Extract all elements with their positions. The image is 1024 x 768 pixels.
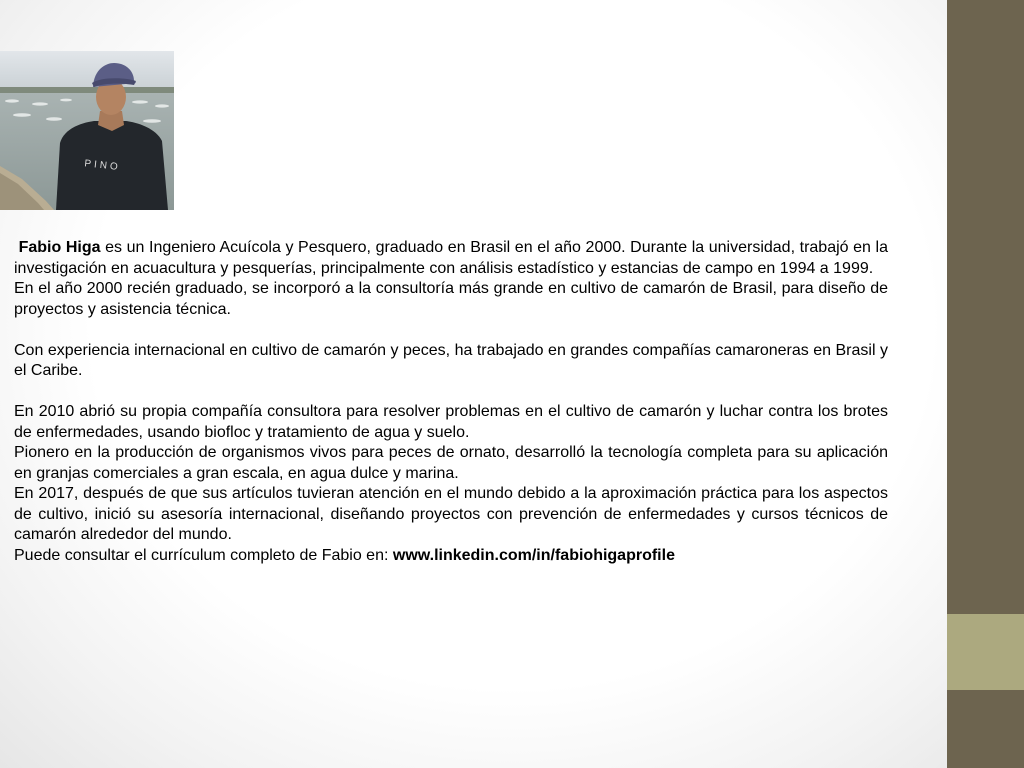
sidebar-accent-block	[947, 614, 1024, 690]
person-name: Fabio Higa	[18, 239, 101, 256]
bio-paragraph-2017: En 2017, después de que sus artículos tuvieran atención en el mundo debido a la aproximación práctica para los aspectos de cultivo, inició su asesoría internacional, diseñando proyectos con prevención de enfermedades y cursos técnicos de camarón alrededor del mundo.	[14, 485, 888, 543]
profile-photo	[0, 51, 174, 210]
photo-sky	[0, 51, 174, 91]
bio-paragraph-international: Con experiencia internacional en cultivo de camarón y peces, ha trabajado en grandes compañías camaroneras en Brasil y el Caribe.	[14, 341, 888, 379]
paragraph-spacer	[14, 320, 888, 341]
paragraph-spacer	[14, 382, 888, 403]
photo-shirt-print: PINO	[83, 158, 122, 174]
bio-paragraph-intro	[14, 238, 888, 279]
bio-intro-rest: es un Ingeniero Acuícola y Pesquero, graduado en Brasil en el año 2000. Durante la universidad, trabajó en la investigación en acuacultura y pesquerías, principalmente con análisis estadístico y estancias de campo en 1994 a 1999.	[14, 239, 888, 277]
bio-paragraph-2000: En el año 2000 recién graduado, se incorporó a la consultoría más grande en cultivo de camarón de Brasil, para diseño de proyectos y asistencia técnica.	[14, 280, 888, 318]
bio-paragraph-contact	[14, 546, 888, 567]
decorative-sidebar	[947, 0, 1024, 768]
photo-far-shore	[0, 87, 174, 93]
bio-paragraph-pioneer: Pionero en la producción de organismos vivos para peces de ornato, desarrolló la tecnología completa para su aplicación en granjas comerciales a gran escala, en agua dulce y marina.	[14, 444, 888, 482]
bio-text	[14, 238, 888, 566]
bio-paragraph-2010: En 2010 abrió su propia compañía consultora para resolver problemas en el cultivo de camarón y luchar contra los brotes de enfermedades, usando biofloc y tratamiento de agua y suelo.	[14, 403, 888, 441]
linkedin-link[interactable]: www.linkedin.com/in/fabiohigaprofile	[392, 546, 675, 564]
contact-text: Puede consultar el currículum completo de Fabio en:	[14, 546, 393, 564]
